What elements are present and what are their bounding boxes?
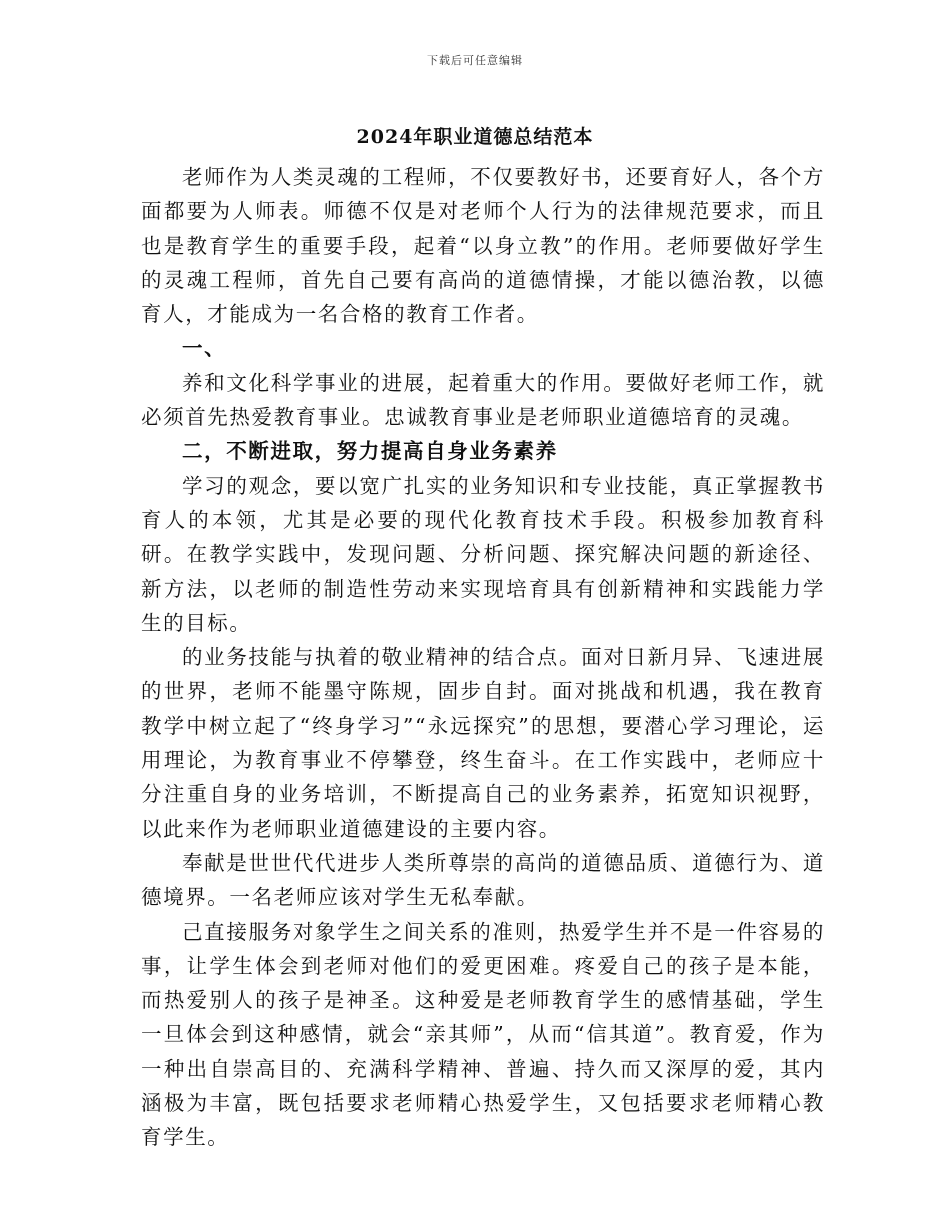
download-note: 下载后可任意编辑 bbox=[427, 54, 523, 67]
paragraph-skills: 的业务技能与执着的敬业精神的结合点。面对日新月异、飞速进展的世界，老师不能墨守陈规，固步自封。面对挑战和机遇，我在教育教学中树立起了“终身学习”“永远探究”的思想，要潜心学习理论，运用理论，为教育事业不停攀登，终生奋斗。在工作实践中，老师应十分注重自身的业务培训，不断提高自己的业务素养，拓宽知识视野，以此来作为老师职业道德建设的主要内容。 bbox=[141, 645, 825, 841]
section-heading-two: 二，不断进取，努力提高自身业务素养 bbox=[182, 439, 558, 464]
document-body bbox=[141, 160, 825, 1155]
paragraph-devotion: 奉献是世世代代进步人类所尊崇的高尚的道德品质、道德行为、道德境界。一名老师应该对学生无私奉献。 bbox=[141, 850, 825, 910]
paragraph-love-students: 己直接服务对象学生之间关系的准则，热爱学生并不是一件容易的事，让学生体会到老师对他们的爱更困难。疼爱自己的孩子是本能，而热爱别人的孩子是神圣。这种爱是老师教育学生的感情基础，学生一旦体会到这种感情，就会“亲其师”，从而“信其道”。教育爱，作为一种出自崇高目的、充满科学精神、普遍、持久而又深厚的爱，其内涵极为丰富，既包括要求老师精心热爱学生，又包括要求老师精心教育学生。 bbox=[141, 919, 825, 1150]
paragraph-dedication: 养和文化科学事业的进展，起着重大的作用。要做好老师工作，就必须首先热爱教育事业。忠诚教育事业是老师职业道德培育的灵魂。 bbox=[141, 370, 825, 430]
paragraph-learning: 学习的观念，要以宽广扎实的业务知识和专业技能，真正掌握教书育人的本领，尤其是必要的现代化教育技术手段。积极参加教育科研。在教学实践中，发现问题、分析问题、探究解决问题的新途径、新方法，以老师的制造性劳动来实现培育具有创新精神和实践能力学生的目标。 bbox=[141, 473, 825, 635]
section-heading-one: 一、 bbox=[182, 336, 227, 361]
intro-paragraph: 老师作为人类灵魂的工程师，不仅要教好书，还要育好人，各个方面都要为人师表。师德不仅是对老师个人行为的法律规范要求，而且也是教育学生的重要手段，起着“以身立教”的作用。老师要做好学生的灵魂工程师，首先自己要有高尚的道德情操，才能以德治教，以德育人，才能成为一名合格的教育工作者。 bbox=[141, 165, 825, 327]
document-title: 2024年职业道德总结范本 bbox=[356, 126, 594, 148]
